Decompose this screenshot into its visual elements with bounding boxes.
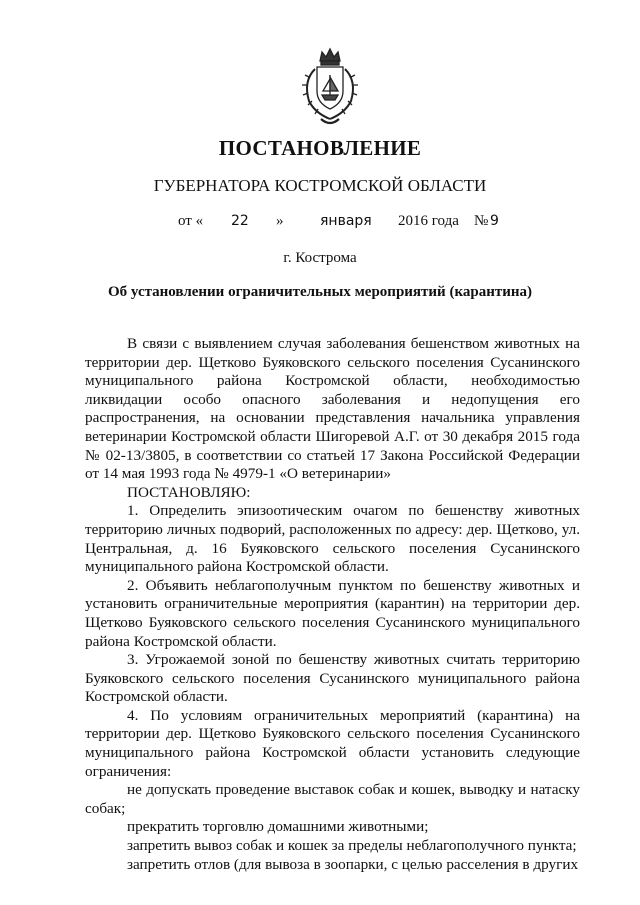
restriction-4: запретить отлов (для вывоза в зоопарки, с целью расселения в других — [127, 855, 579, 873]
restriction-2: прекратить торговлю домашними животными; — [127, 818, 429, 836]
item-4-paragraph: 4. По условиям ограничительных мероприятий (карантина) на территории дер. Щетково Буяковского сельского поселения Сусанинского муниципального района Костромской области установить следующие ограничения: — [85, 706, 580, 780]
document-subject: Об установлении ограничительных мероприятий (карантина) — [107, 284, 532, 300]
document-number: 9 — [490, 213, 499, 229]
issuer-subtitle: ГУБЕРНАТОРА КОСТРОМСКОЙ ОБЛАСТИ — [153, 176, 487, 195]
item-1-paragraph: 1. Определить эпизоотическим очагом по бешенству животных территорию личных подворий, расположенных по адресу: дер. Щетково, ул. Центральная, д. 16 Буяковского сельского поселения Сусанинского муниципального района Костромской области. — [85, 502, 580, 576]
coat-of-arms-emblem — [295, 47, 365, 129]
restriction-1: не допускать проведение выставок собак и кошек, выводку и натаску собак; — [85, 781, 580, 817]
resolve-heading: ПОСТАНОВЛЯЮ: — [127, 483, 251, 501]
date-prefix: от « — [178, 213, 204, 229]
item-3-paragraph: 3. Угрожаемой зоной по бешенству животных считать территорию Буяковского сельского поселения Сусанинского муниципального района Костромской области. — [85, 651, 580, 706]
date-day: 22 — [231, 213, 249, 229]
restriction-3: запретить вывоз собак и кошек за пределы неблагополучного пункта; — [127, 837, 577, 855]
number-prefix: № — [474, 213, 489, 229]
date-close-quote: » — [276, 213, 284, 229]
document-body — [85, 335, 580, 874]
preamble-paragraph: В связи с выявлением случая заболевания бешенством животных на территории дер. Щетково Буяковского сельского поселения Сусанинского муниципального района Костромской области, необходимостью ликвидации особо опасного заболевания и недопущения его распространения, на основании представления начальника управления ветеринарии Костромской области Шигоревой А.Г. от 30 декабря 2015 года № 02-13/3805, в соответствии со статьей 17 Закона Российской Федерации от 14 мая 1993 года № 4979-1 «О ветеринарии» — [85, 335, 580, 483]
item-2-paragraph: 2. Объявить неблагополучным пунктом по бешенству животных и установить ограничительные мероприятия (карантин) на территории дер. Щетково Буяковского сельского поселения Сусанинского муниципального района Костромской области. — [85, 576, 580, 650]
city-label: г. Кострома — [283, 250, 357, 266]
date-line — [0, 213, 640, 233]
date-year: 2016 года — [398, 213, 459, 229]
document-title: ПОСТАНОВЛЕНИЕ — [218, 136, 422, 160]
date-month: января — [320, 213, 372, 229]
